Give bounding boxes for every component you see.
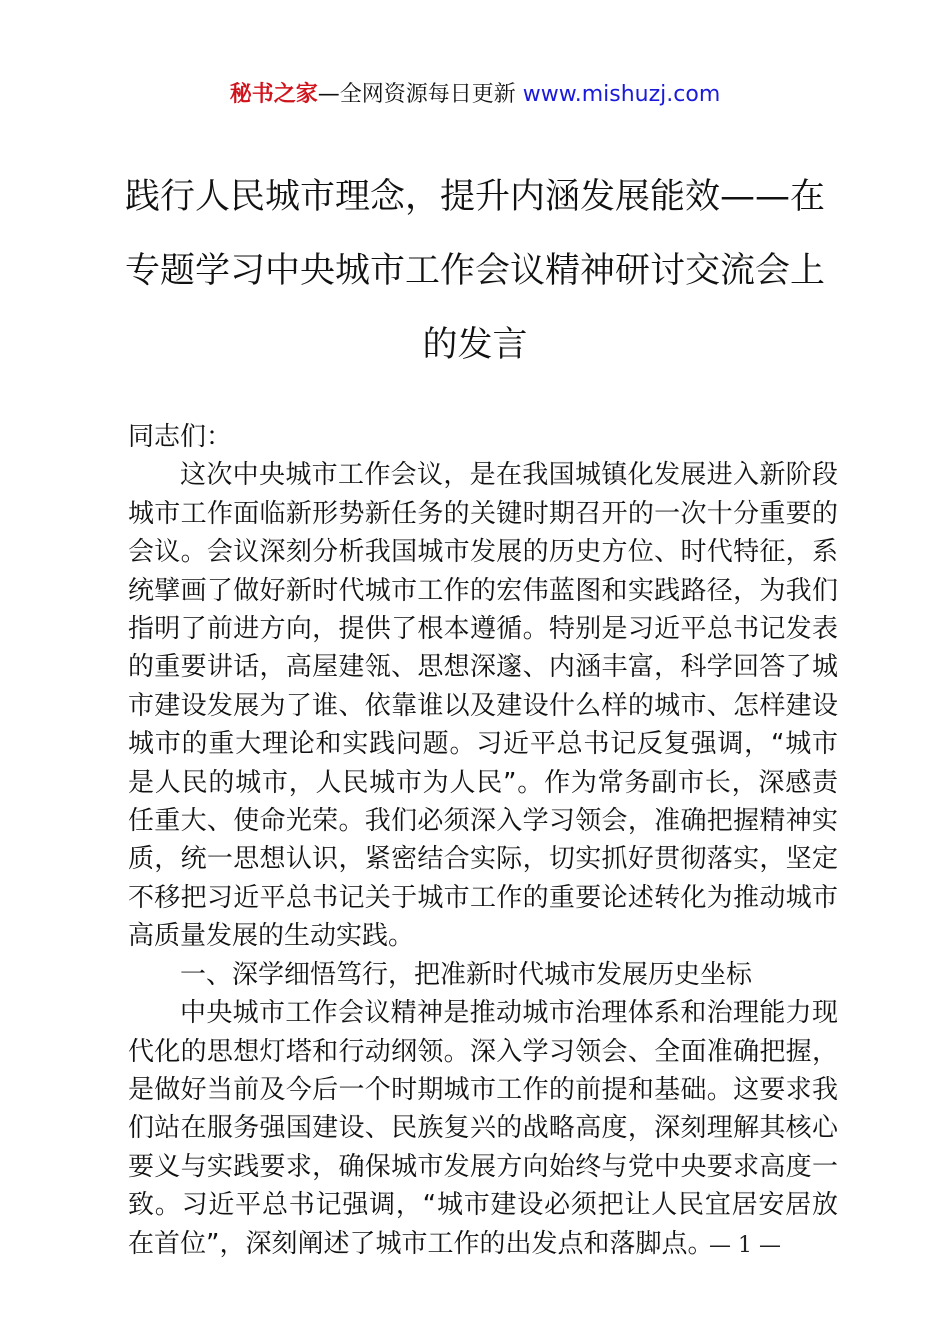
salutation: 同志们： — [128, 422, 233, 452]
paragraph-section-1: 中央城市工作会议精神是推动城市治理体系和治理能力现代化的思想灯塔和行动纲领。深入学习领会、全面准确把握，是做好当前及今后一个时期城市工作的前提和基础。这要求我们站在服务强国建设、民族复兴的战略高度，深刻理解其核心要义与实践要求，确保城市发展方向始终与党中央要求高度一致。习近平总书记强调，“城市建设必须把让人民宜居安居放在首位”，深刻阐述了城市工作的出发点和落脚点。 — [128, 998, 838, 1259]
document-body — [128, 418, 838, 1263]
header-slogan: —全网资源每日更新 — [317, 82, 516, 107]
site-header — [0, 80, 950, 110]
brand-name: 秘书之家 — [229, 82, 318, 107]
section-heading: 一、深学细悟笃行，把准新时代城市发展历史坐标 — [180, 959, 753, 990]
paragraph-intro: 这次中央城市工作会议，是在我国城镇化发展进入新阶段城市工作面临新形势新任务的关键时期召开的一次十分重要的会议。会议深刻分析我国城市发展的历史方位、时代特征，系统擘画了做好新时代城市工作的宏伟蓝图和实践路径，为我们指明了前进方向，提供了根本遵循。特别是习近平总书记发表的重要讲话，高屋建瓴、思想深邃、内涵丰富，科学回答了城市建设发展为了谁、依靠谁以及建设什么样的城市、怎样建设城市的重大理论和实践问题。习近平总书记反复强调，“城市是人民的城市，人民城市为人民”。作为常务副市长，深感责任重大、使命光荣。我们必须深入学习领会，准确把握精神实质，统一思想认识，紧密结合实际，切实抓好贯彻落实，坚定不移把习近平总书记关于城市工作的重要论述转化为推动城市高质量发展的生动实践。 — [128, 460, 838, 952]
document-title: 践行人民城市理念，提升内涵发展能效——在专题学习中央城市工作会议精神研讨交流会上的发言 — [124, 177, 825, 365]
site-url-link[interactable]: www.mishuzj.com — [522, 82, 721, 107]
page-number: — 1 — — [709, 1233, 781, 1258]
